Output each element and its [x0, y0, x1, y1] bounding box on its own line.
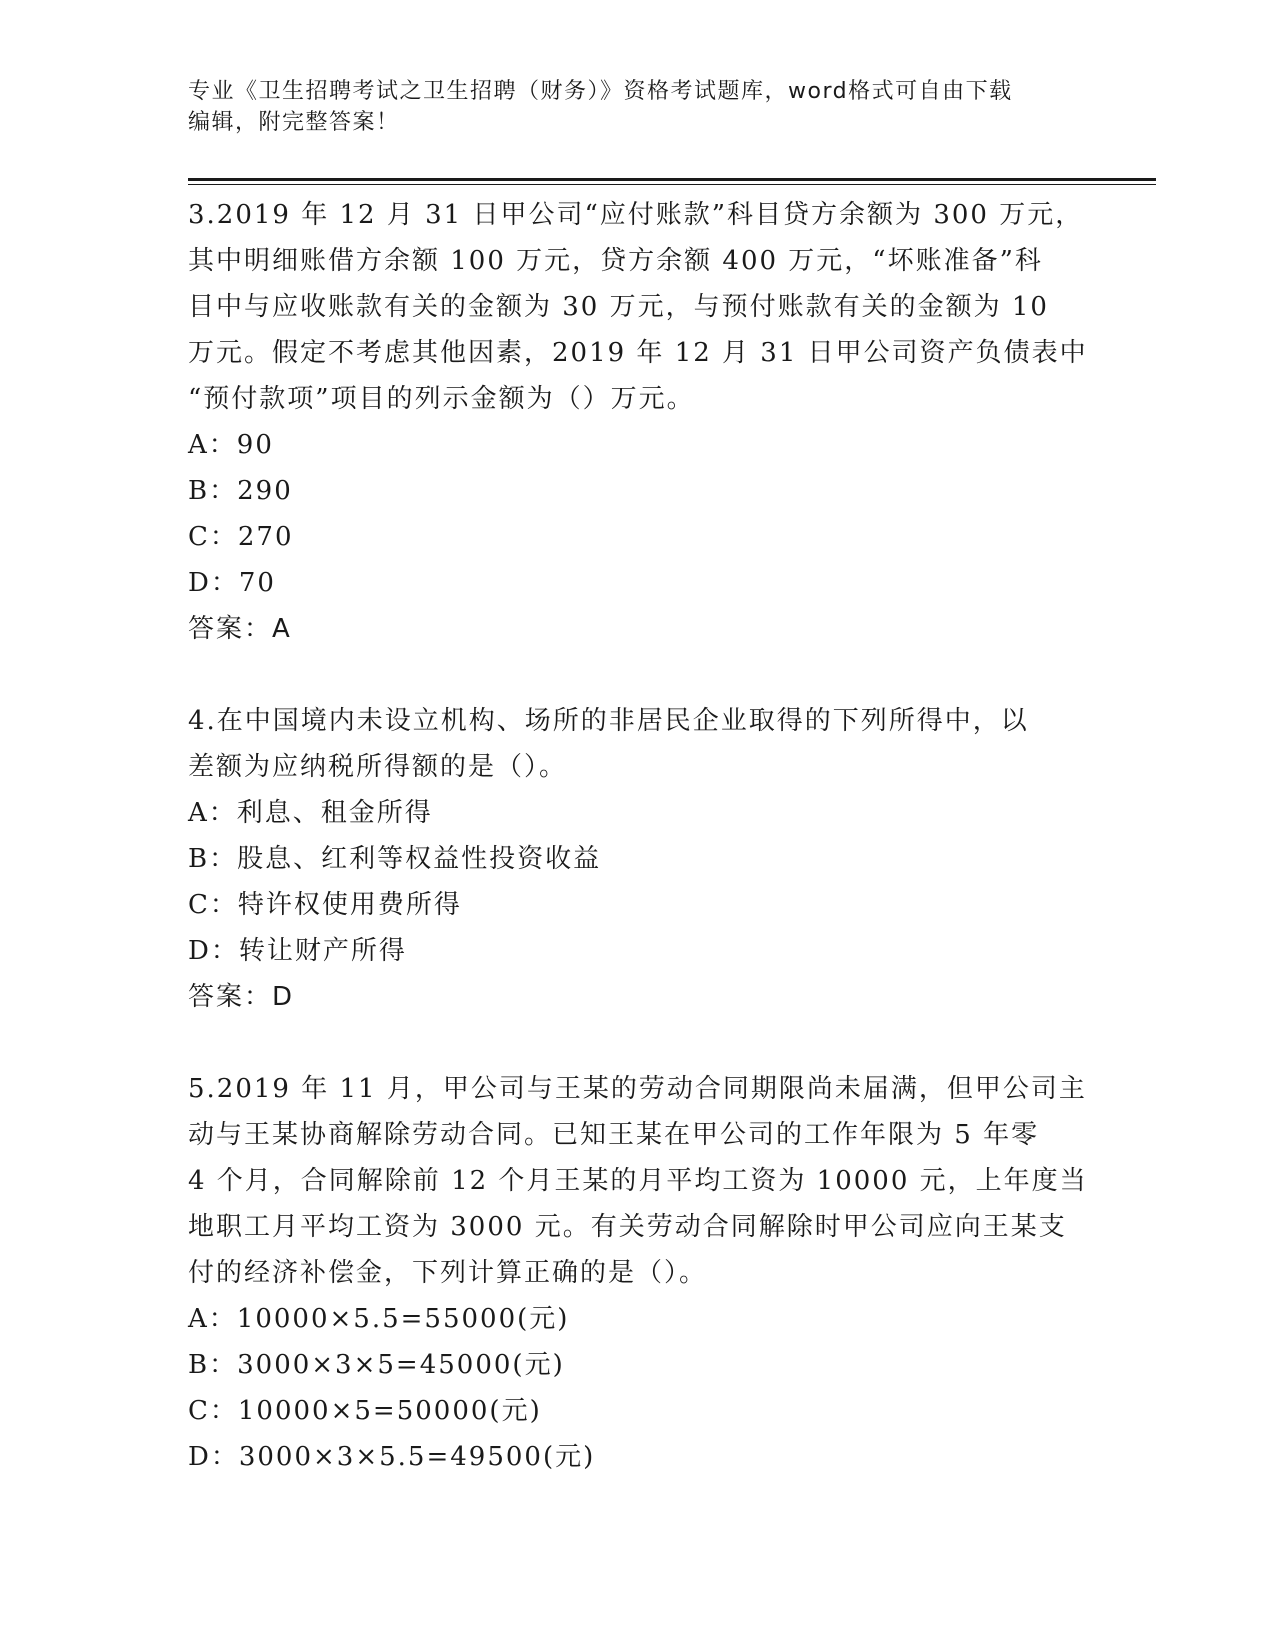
question-text-line: 5.2019 年 11 月，甲公司与王某的劳动合同期限尚未届满，但甲公司主	[188, 1074, 1087, 1104]
question-text-line: 4 个月，合同解除前 12 个月王某的月平均工资为 10000 元，上年度当	[188, 1166, 1088, 1196]
document-header	[188, 76, 1088, 138]
answer: 答案：A	[188, 614, 292, 644]
option-d: D：3000×3×5.5=49500(元)	[188, 1442, 596, 1472]
question-text-line: 3.2019 年 12 月 31 日甲公司“应付账款”科目贷方余额为 300 万元，	[188, 200, 1084, 230]
question-list	[188, 192, 1088, 1480]
answer: 答案：D	[188, 982, 295, 1012]
question-text-line: 差额为应纳税所得额的是（）。	[188, 752, 568, 782]
option-c: C：10000×5=50000(元)	[188, 1396, 542, 1426]
question-text-line: 万元。假定不考虑其他因素，2019 年 12 月 31 日甲公司资产负债表中	[188, 338, 1088, 368]
header-rule-thin	[188, 184, 1156, 185]
question-text-line: 目中与应收账款有关的金额为 30 万元，与预付账款有关的金额为 10	[188, 292, 1049, 322]
option-a: A：90	[188, 430, 274, 460]
option-d: D：70	[188, 568, 276, 598]
option-b: B：290	[188, 476, 293, 506]
question-4	[188, 698, 1088, 1020]
header-rule-thick	[188, 178, 1156, 181]
question-text-line: 其中明细账借方余额 100 万元，贷方余额 400 万元，“坏账准备”科	[188, 246, 1043, 276]
question-text-line: 动与王某协商解除劳动合同。已知王某在甲公司的工作年限为 5 年零	[188, 1120, 1040, 1150]
option-a: A：利息、租金所得	[188, 798, 433, 828]
option-b: B：3000×3×5=45000(元)	[188, 1350, 565, 1380]
question-spacer	[188, 652, 1088, 698]
option-d: D：转让财产所得	[188, 936, 407, 966]
option-c: C：特许权使用费所得	[188, 890, 462, 920]
question-text-line: “预付款项”项目的列示金额为（）万元。	[188, 384, 695, 414]
header-line-1: 专业《卫生招聘考试之卫生招聘（财务）》资格考试题库，word格式可自由下载	[188, 79, 1013, 104]
option-b: B：股息、红利等权益性投资收益	[188, 844, 602, 874]
option-c: C：270	[188, 522, 294, 552]
header-line-2: 编辑，附完整答案！	[188, 110, 400, 135]
question-5	[188, 1066, 1088, 1480]
question-spacer	[188, 1020, 1088, 1066]
question-text-line: 4.在中国境内未设立机构、场所的非居民企业取得的下列所得中，以	[188, 706, 1029, 736]
question-text-line: 付的经济补偿金，下列计算正确的是（）。	[188, 1258, 708, 1288]
question-text-line: 地职工月平均工资为 3000 元。有关劳动合同解除时甲公司应向王某支	[188, 1212, 1067, 1242]
option-a: A：10000×5.5=55000(元)	[188, 1304, 570, 1334]
question-3	[188, 192, 1088, 652]
